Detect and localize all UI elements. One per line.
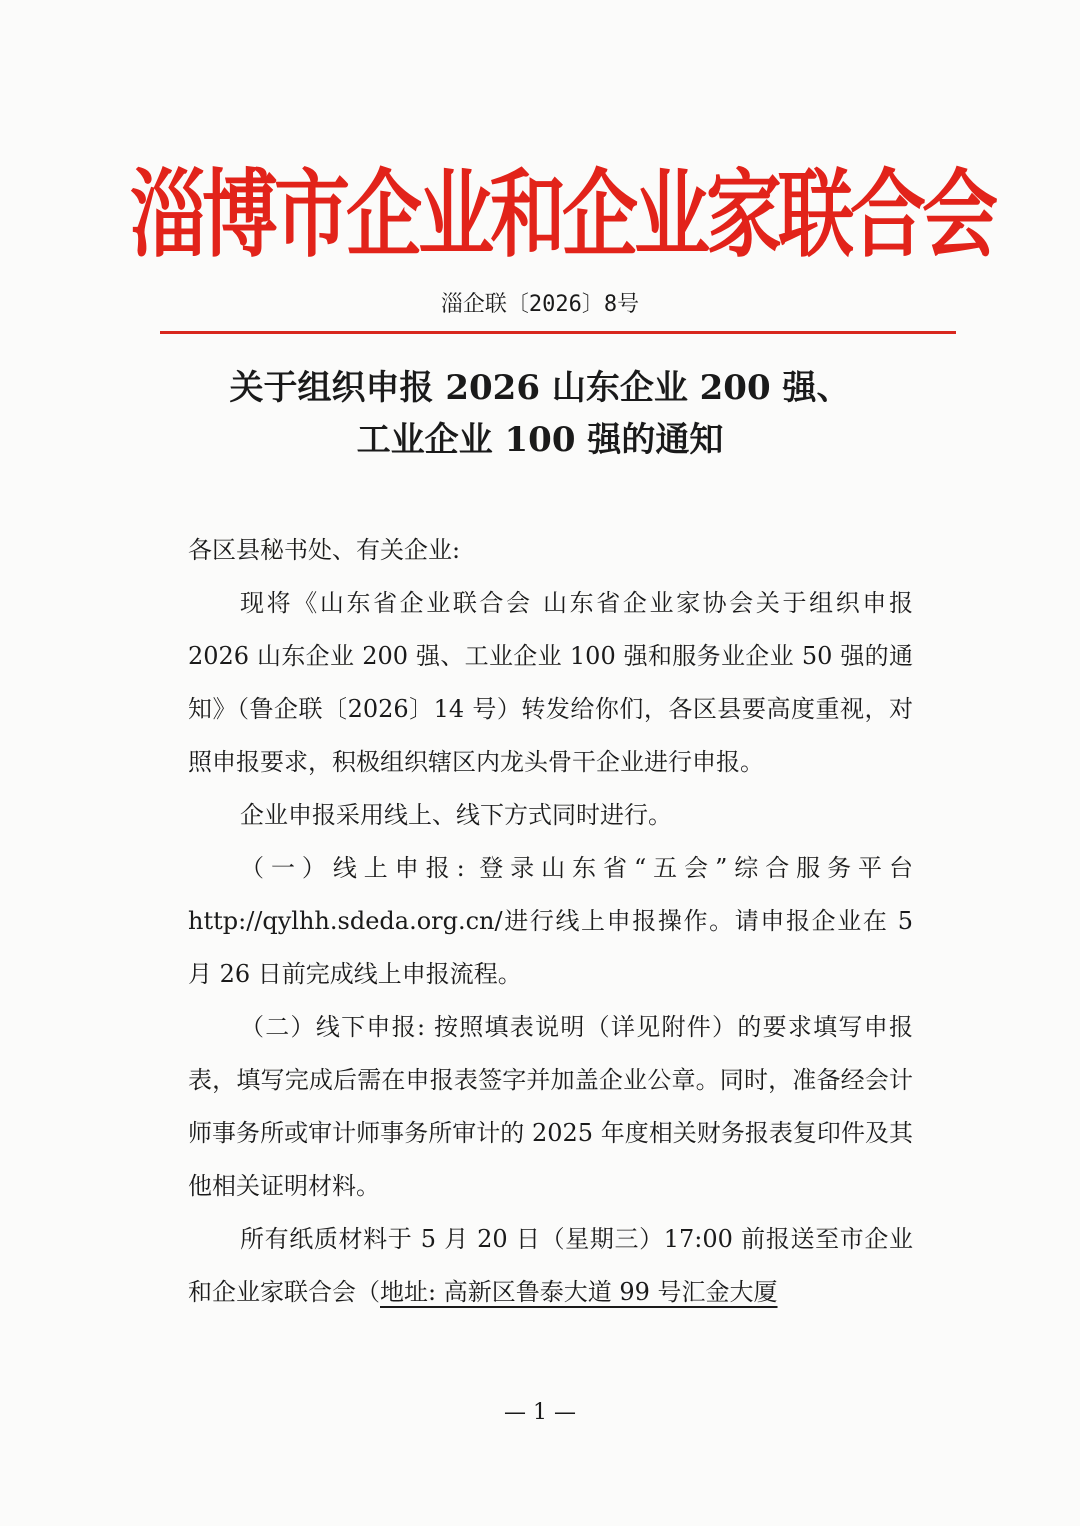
- red-divider-line: [160, 331, 956, 334]
- paragraph-forwarding-notice: 现将《山东省企业联合会 山东省企业家协会关于组织申报 2026 山东企业 200 强、工业企业 100 强和服务业企业 50 强的通知》（鲁企联〔2026〕14 号）转发给你们，各区县要高度重视，对照申报要求，积极组织辖区内龙头骨干企业进行申报。: [188, 589, 913, 776]
- address-text: 地址: 高新区鲁泰大道 99 号汇金大厦: [380, 1278, 778, 1306]
- page-number: — 1 —: [504, 1400, 576, 1425]
- organization-header: 淄博市企业和企业家联合会: [130, 158, 994, 270]
- paragraph-online-submission: （一）线上申报: 登录山东省“五会”综合服务平台 http://qylhh.sdeda.org.cn/进行线上申报操作。请申报企业在 5 月 26 日前完成线上申报流程。: [188, 854, 913, 988]
- salutation: 各区县秘书处、有关企业:: [188, 536, 461, 564]
- document-title: [130, 362, 950, 466]
- document-number: 淄企联〔2026〕8号: [440, 292, 640, 317]
- title-line-2: 工业企业 100 强的通知: [356, 420, 724, 460]
- title-line-1: 关于组织申报 2026 山东企业 200 强、: [229, 368, 851, 408]
- document-body: [188, 524, 913, 1319]
- paragraph-offline-submission: （二）线下申报: 按照填表说明（详见附件）的要求填写申报表，填写完成后需在申报表签字并加盖企业公章。同时，准备经会计师事务所或审计师事务所审计的 2025 年度相关财务报表复印件及其他相关证明材料。: [188, 1013, 913, 1200]
- deadline-text: 所有纸质材料于 5 月 20 日（星期三）17:00 前报送至市企业和企业家联合会（: [188, 1225, 913, 1306]
- paragraph-paper-deadline: [188, 1213, 913, 1319]
- paragraph-submission-methods: 企业申报采用线上、线下方式同时进行。: [240, 801, 672, 829]
